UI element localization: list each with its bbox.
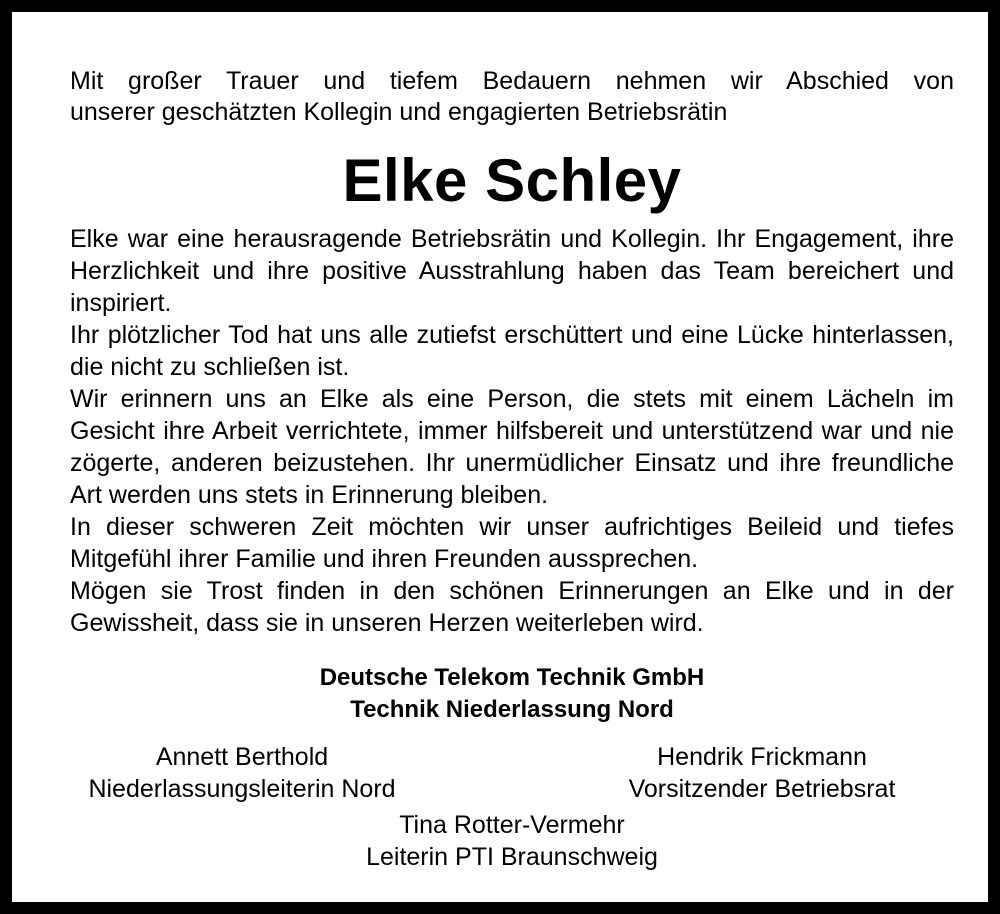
tribute-paragraph: Elke war eine herausragende Betriebsrätin und Kollegin. Ihr Engagement, ihre Herzlichkeit und ihre positive Ausstrahlung haben das Team bereichert und inspiriert. [70,225,954,317]
signatory-role: Leiterin PTI Braunschweig [366,843,658,871]
tribute-paragraph: Mögen sie Trost finden in den schönen Erinnerungen an Elke und in der Gewissheit, dass sie in unseren Herzen weiterleben wird. [70,577,954,637]
company-name: Deutsche Telekom Technik GmbH [319,664,705,691]
signatory-role: Niederlassungsleiterin Nord [88,775,396,803]
signatory-role: Vorsitzender Betriebsrat [628,775,896,803]
company-block [12,662,1000,726]
intro-line-2: unserer geschätzten Kollegin und engagierten Betriebsrätin [70,98,728,126]
company-branch: Technik Niederlassung Nord [350,696,674,723]
intro-text [70,66,954,128]
signatory-name: Tina Rotter-Vermehr [399,811,625,839]
tribute-paragraph: Ihr plötzlicher Tod hat uns alle zutiefst erschüttert und eine Lücke hinterlassen, die nicht zu schließen ist. [70,321,954,381]
signatory-left [52,741,432,805]
tribute-paragraph: In dieser schweren Zeit möchten wir unser aufrichtiges Beileid und tiefes Mitgefühl ihrer Familie und ihren Freunden aussprechen. [70,513,954,573]
signatory-name: Hendrik Frickmann [657,743,867,771]
deceased-name: Elke Schley [342,147,682,214]
signatory-center [262,809,762,873]
signatory-name: Annett Berthold [155,743,329,771]
intro-line-1: Mit großer Trauer und tiefem Bedauern nehmen wir Abschied von [70,67,954,95]
signatory-right [572,741,952,805]
tribute-paragraph: Wir erinnern uns an Elke als eine Person, die stets mit einem Lächeln im Gesicht ihre Arbeit verrichtete, immer hilfsbereit und unterstützend war und nie zögerte, anderen beizustehen. Ihr unermüdlicher Einsatz und ihre freundliche Art werden uns stets in Erinnerung bleiben. [70,385,954,509]
tribute-text [70,223,954,639]
